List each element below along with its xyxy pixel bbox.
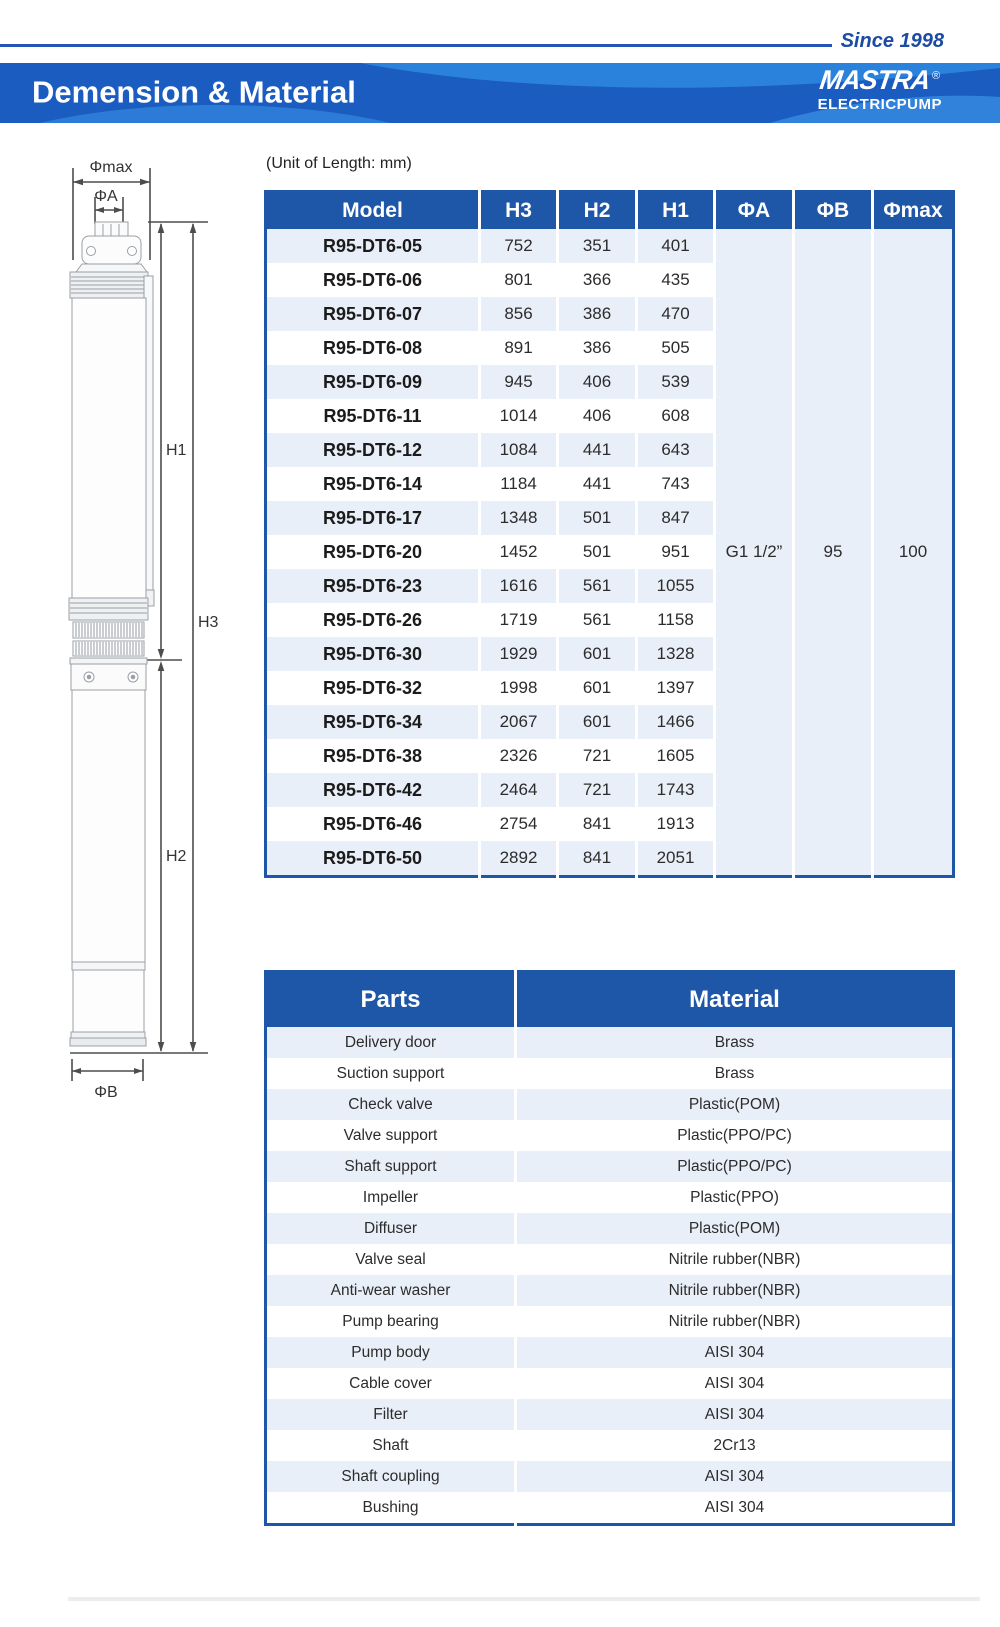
material-cell: AISI 304 [516, 1492, 954, 1525]
material-cell: Brass [516, 1058, 954, 1089]
part-name-cell: Valve seal [266, 1244, 516, 1275]
page-title: Demension & Material [32, 74, 356, 110]
dimension-value-cell: 505 [637, 331, 715, 365]
part-name-cell: Shaft coupling [266, 1461, 516, 1492]
material-cell: Plastic(PPO/PC) [516, 1151, 954, 1182]
dimension-value-cell: 847 [637, 501, 715, 535]
material-cell: Nitrile rubber(NBR) [516, 1244, 954, 1275]
dimension-value-cell: 441 [558, 467, 637, 501]
parts-table-row [266, 1430, 954, 1461]
model-cell: R95-DT6-38 [266, 739, 480, 773]
dimension-value-cell: 601 [558, 637, 637, 671]
dimension-value-cell: 1998 [480, 671, 558, 705]
model-cell: R95-DT6-08 [266, 331, 480, 365]
dimension-value-cell: 386 [558, 297, 637, 331]
dimension-value-cell: 501 [558, 501, 637, 535]
dimension-value-cell: 1616 [480, 569, 558, 603]
dimension-value-cell: 2754 [480, 807, 558, 841]
parts-table-row [266, 1461, 954, 1492]
part-name-cell: Diffuser [266, 1213, 516, 1244]
material-cell: Plastic(POM) [516, 1213, 954, 1244]
dimension-value-cell: 721 [558, 773, 637, 807]
material-cell: Brass [516, 1027, 954, 1058]
model-cell: R95-DT6-17 [266, 501, 480, 535]
col-header-phi-b: ΦB [794, 192, 873, 230]
model-cell: R95-DT6-14 [266, 467, 480, 501]
dimension-value-cell: 2464 [480, 773, 558, 807]
col-header-h1: H1 [637, 192, 715, 230]
material-cell: AISI 304 [516, 1399, 954, 1430]
dimension-value-cell: 1184 [480, 467, 558, 501]
dimension-value-cell: 470 [637, 297, 715, 331]
dimension-value-cell: 601 [558, 671, 637, 705]
dimension-value-cell: 891 [480, 331, 558, 365]
dim-label-phi-max: Φmax [89, 159, 133, 176]
since-label: Since 1998 [840, 30, 944, 52]
dimension-value-cell: 1055 [637, 569, 715, 603]
phi-max-merged-cell: 100 [873, 229, 954, 877]
parts-table-header-row [266, 972, 954, 1028]
col-header-parts: Parts [266, 972, 516, 1028]
dimension-value-cell: 643 [637, 433, 715, 467]
dimension-value-cell: 951 [637, 535, 715, 569]
dimension-value-cell: 752 [480, 229, 558, 263]
dimension-value-cell: 406 [558, 365, 637, 399]
dimension-value-cell: 386 [558, 331, 637, 365]
registered-mark-icon: ® [932, 70, 941, 82]
model-cell: R95-DT6-23 [266, 569, 480, 603]
parts-table-row [266, 1368, 954, 1399]
dim-label-phi-a: ΦA [94, 188, 118, 205]
phi-a-merged-cell: G1 1/2” [715, 229, 794, 877]
part-name-cell: Impeller [266, 1182, 516, 1213]
dimension-value-cell: 856 [480, 297, 558, 331]
dimension-value-cell: 1929 [480, 637, 558, 671]
unit-note: (Unit of Length: mm) [266, 155, 412, 172]
dimension-value-cell: 1397 [637, 671, 715, 705]
part-name-cell: Valve support [266, 1120, 516, 1151]
dimension-value-cell: 1014 [480, 399, 558, 433]
parts-table-row [266, 1027, 954, 1058]
dimension-value-cell: 1913 [637, 807, 715, 841]
dim-label-h2: H2 [166, 848, 187, 865]
col-header-phi-a: ΦA [715, 192, 794, 230]
col-header-h3: H3 [480, 192, 558, 230]
dimension-value-cell: 351 [558, 229, 637, 263]
part-name-cell: Pump body [266, 1337, 516, 1368]
dimension-value-cell: 2326 [480, 739, 558, 773]
part-name-cell: Suction support [266, 1058, 516, 1089]
material-cell: AISI 304 [516, 1368, 954, 1399]
logo-subtitle: ELECTRICPUMP [817, 96, 942, 113]
banner [0, 63, 1000, 123]
model-cell: R95-DT6-30 [266, 637, 480, 671]
model-cell: R95-DT6-11 [266, 399, 480, 433]
model-cell: R95-DT6-20 [266, 535, 480, 569]
phi-b-merged-cell: 95 [794, 229, 873, 877]
dimension-value-cell: 1328 [637, 637, 715, 671]
mastra-logo [818, 67, 942, 112]
dimension-value-cell: 841 [558, 807, 637, 841]
dimension-value-cell: 608 [637, 399, 715, 433]
parts-table-row [266, 1151, 954, 1182]
parts-table-row [266, 1337, 954, 1368]
parts-table-row [266, 1120, 954, 1151]
part-name-cell: Pump bearing [266, 1306, 516, 1337]
model-cell: R95-DT6-34 [266, 705, 480, 739]
part-name-cell: Cable cover [266, 1368, 516, 1399]
dimension-value-cell: 721 [558, 739, 637, 773]
dimension-value-cell: 1466 [637, 705, 715, 739]
parts-table-row [266, 1275, 954, 1306]
dimension-value-cell: 561 [558, 569, 637, 603]
dimension-table-body [266, 229, 954, 877]
part-name-cell: Delivery door [266, 1027, 516, 1058]
dimension-value-cell: 1743 [637, 773, 715, 807]
parts-table-row [266, 1244, 954, 1275]
model-cell: R95-DT6-42 [266, 773, 480, 807]
material-cell: 2Cr13 [516, 1430, 954, 1461]
pump-dimension-drawing [40, 140, 260, 1120]
since-divider-line [0, 44, 832, 47]
model-cell: R95-DT6-06 [266, 263, 480, 297]
parts-table-row [266, 1399, 954, 1430]
parts-table-body [266, 1027, 954, 1525]
model-cell: R95-DT6-46 [266, 807, 480, 841]
dimension-value-cell: 841 [558, 841, 637, 877]
model-cell: R95-DT6-32 [266, 671, 480, 705]
parts-table-row [266, 1058, 954, 1089]
dimension-value-cell: 1084 [480, 433, 558, 467]
dimension-value-cell: 406 [558, 399, 637, 433]
part-name-cell: Check valve [266, 1089, 516, 1120]
dimension-table-row [266, 229, 954, 263]
part-name-cell: Shaft support [266, 1151, 516, 1182]
material-cell: Nitrile rubber(NBR) [516, 1306, 954, 1337]
model-cell: R95-DT6-09 [266, 365, 480, 399]
dimension-value-cell: 2067 [480, 705, 558, 739]
dim-label-h1: H1 [166, 442, 187, 459]
dimension-value-cell: 401 [637, 229, 715, 263]
dimension-value-cell: 601 [558, 705, 637, 739]
parts-table-row [266, 1213, 954, 1244]
dimension-value-cell: 501 [558, 535, 637, 569]
dimension-table-header-row [266, 192, 954, 230]
col-header-h2: H2 [558, 192, 637, 230]
dimension-value-cell: 366 [558, 263, 637, 297]
dimension-value-cell: 2051 [637, 841, 715, 877]
dim-label-phi-b: ΦB [94, 1084, 118, 1101]
parts-table-row [266, 1182, 954, 1213]
part-name-cell: Filter [266, 1399, 516, 1430]
col-header-material: Material [516, 972, 954, 1028]
part-name-cell: Bushing [266, 1492, 516, 1525]
material-cell: Plastic(POM) [516, 1089, 954, 1120]
parts-table-row [266, 1492, 954, 1525]
material-cell: Plastic(PPO/PC) [516, 1120, 954, 1151]
model-cell: R95-DT6-50 [266, 841, 480, 877]
material-cell: AISI 304 [516, 1461, 954, 1492]
parts-material-table [264, 970, 955, 1526]
model-cell: R95-DT6-07 [266, 297, 480, 331]
material-cell: AISI 304 [516, 1337, 954, 1368]
dimension-value-cell: 1719 [480, 603, 558, 637]
dimension-value-cell: 441 [558, 433, 637, 467]
part-name-cell: Shaft [266, 1430, 516, 1461]
dimension-value-cell: 435 [637, 263, 715, 297]
dimension-value-cell: 1605 [637, 739, 715, 773]
parts-table-row [266, 1306, 954, 1337]
dimension-table [264, 190, 955, 878]
col-header-phi-max: Φmax [873, 192, 954, 230]
dimension-value-cell: 743 [637, 467, 715, 501]
dimension-value-cell: 801 [480, 263, 558, 297]
dimension-value-cell: 945 [480, 365, 558, 399]
logo-brand-text: MASTRA [817, 65, 932, 95]
dimension-value-cell: 1452 [480, 535, 558, 569]
dimension-value-cell: 1158 [637, 603, 715, 637]
footer-divider-line [68, 1597, 980, 1601]
dimension-value-cell: 561 [558, 603, 637, 637]
parts-table-row [266, 1089, 954, 1120]
material-cell: Plastic(PPO) [516, 1182, 954, 1213]
col-header-model: Model [266, 192, 480, 230]
dim-label-h3: H3 [198, 614, 219, 631]
model-cell: R95-DT6-05 [266, 229, 480, 263]
material-cell: Nitrile rubber(NBR) [516, 1275, 954, 1306]
dimension-value-cell: 539 [637, 365, 715, 399]
model-cell: R95-DT6-26 [266, 603, 480, 637]
model-cell: R95-DT6-12 [266, 433, 480, 467]
dimension-value-cell: 2892 [480, 841, 558, 877]
dimension-value-cell: 1348 [480, 501, 558, 535]
part-name-cell: Anti-wear washer [266, 1275, 516, 1306]
